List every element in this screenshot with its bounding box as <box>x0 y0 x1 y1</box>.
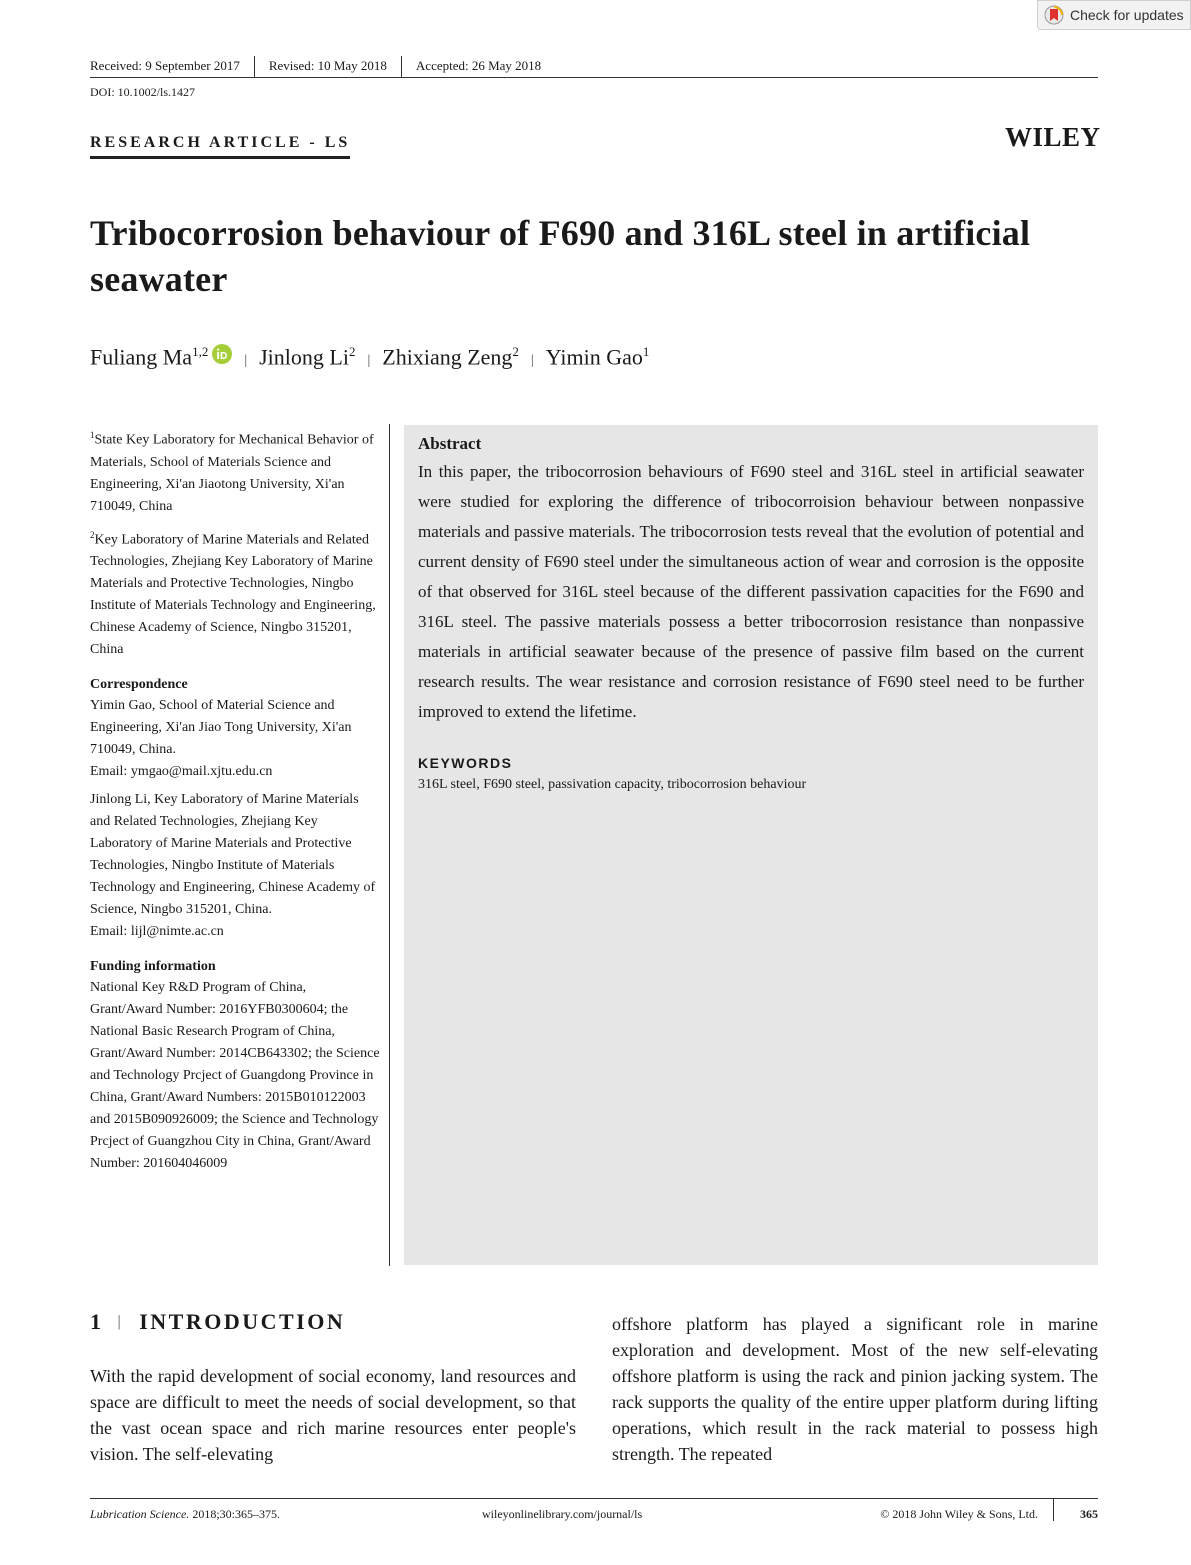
publisher-logo: WILEY <box>1005 122 1101 152</box>
doi[interactable]: DOI: 10.1002/ls.1427 <box>90 85 195 99</box>
section-title: INTRODUCTION <box>139 1309 346 1334</box>
affiliation: $^2$Key Laboratory of Marine Materials and Related Technologies, Zhejiang Key Laboratory of Marine Materials and Protective Technologies, Ningbo Institute of Materials Technology and Engineering, Chinese Academy of Science, Ningbo 315201, China <box>90 529 376 658</box>
page-number: 365 <box>1080 1507 1098 1521</box>
abstract-text: In this paper, the tribocorrosion behaviours of F690 steel and 316L steel in artificial seawater were studied for exploring the difference of tribocorroision behaviour between nonpassive materials and passive materials. The tribocorrosion tests reveal that the evolution of potential and current density of F690 steel under the simultaneous action of wear and corrosion is the opposite of that observed for 316L steel because of the different passivation capacities for the F690 and 316L steel. The passive materials possess a better tribocorrosion resistance than nonpassive materials in artificial seawater because of the presence of passive film based on the current research results. The wear resistance and corrosion resistance of F690 steel need to be further improved to extend the lifetime. <box>418 462 1084 721</box>
page-footer <box>90 1498 1098 1528</box>
intro-paragraph-right: offshore platform has played a significant role in marine exploration and development. Most of the new self-elevating offshore platform is using the rack and pinion jacking system. The rack supports the quality of the entire upper platform during lifting operations, which result in the rack material to possess high strength. The repeated <box>612 1314 1098 1464</box>
correspondence-email[interactable]: Email: ymgao@mail.xjtu.edu.cn <box>90 764 273 780</box>
accepted-date: Accepted: 26 May 2018 <box>401 56 555 78</box>
column-divider <box>389 424 390 1266</box>
footer-divider <box>1053 1499 1054 1521</box>
revised-date: Revised: 10 May 2018 <box>254 56 401 78</box>
correspondence-heading: Correspondence <box>90 677 188 693</box>
crossmark-icon <box>1044 5 1064 25</box>
author-name[interactable]: Jinlong Li$^2$ <box>259 344 356 370</box>
correspondence-email[interactable]: Email: lijl@nimte.ac.cn <box>90 924 224 940</box>
abstract-box <box>404 425 1098 1265</box>
intro-paragraph-left: With the rapid development of social economy, land resources and space are difficult to meet the needs of social development, so that the vast ocean space and rich marine resources enter people's vision. The self-elevating <box>90 1366 576 1464</box>
footer-copyright: © 2018 John Wiley & Sons, Ltd. <box>880 1507 1038 1521</box>
keywords-heading: KEYWORDS <box>418 755 513 771</box>
author-separator: | <box>244 353 248 369</box>
funding-heading: Funding information <box>90 959 216 975</box>
affiliations-column <box>90 424 380 1175</box>
keywords-list: 316L steel, F690 steel, passivation capacity, tribocorrosion behaviour <box>418 777 807 792</box>
article-dates <box>90 56 1098 78</box>
author-separator: | <box>530 353 534 369</box>
footer-url[interactable]: wileyonlinelibrary.com/journal/ls <box>482 1507 643 1521</box>
author-name[interactable]: Yimin Gao$^1$ <box>545 344 650 370</box>
orcid-icon[interactable] <box>212 344 232 364</box>
correspondence-entry: Yimin Gao, School of Material Science and Engineering, Xi'an Jiao Tong University, Xi'an 710049, China. <box>90 698 352 758</box>
author-name[interactable]: Zhixiang Zeng$^2$ <box>382 344 519 370</box>
correspondence-entry: Jinlong Li, Key Laboratory of Marine Materials and Related Technologies, Zhejiang Key Laboratory of Marine Materials and Protective Technologies, Ningbo Institute of Materials Technology and Engineering, Chinese Academy of Science, Ningbo 315201, China. <box>90 792 376 918</box>
footer-citation: Lubrication Science. 2018;30:365–375. <box>90 1507 280 1521</box>
abstract-heading: Abstract <box>418 434 482 453</box>
article-type: RESEARCH ARTICLE - LS <box>90 134 350 159</box>
section-heading-introduction <box>90 1309 345 1335</box>
section-number: 1 <box>90 1309 104 1334</box>
paper-title: Tribocorrosion behaviour of F690 and 316L steel in artificial seawater <box>90 213 1031 299</box>
section-separator: | <box>117 1313 124 1330</box>
affiliation: $^1$State Key Laboratory for Mechanical Behavior of Materials, School of Materials Science and Engineering, Xi'an Jiaotong University, Xi'an 710049, China <box>90 430 374 514</box>
author-list <box>90 344 649 370</box>
received-date: Received: 9 September 2017 <box>90 58 240 73</box>
author-name[interactable]: Fuliang Ma$^{1,2}$ <box>90 344 209 370</box>
author-separator: | <box>367 353 371 369</box>
check-for-updates-button[interactable] <box>1037 0 1191 30</box>
check-updates-label: Check for updates <box>1070 7 1184 23</box>
funding-text: National Key R&D Program of China, Grant/Award Number: 2016YFB0300604; the National Basic Research Program of China, Grant/Award Number: 2014CB643302; the Science and Technology Prcject of Guangdong Province in China, Grant/Award Numbers: 2015B010122003 and 2015B090926009; the Science and Technology Prcject of Guangzhou City in China, Grant/Award Number: 201604046009 <box>90 980 380 1172</box>
